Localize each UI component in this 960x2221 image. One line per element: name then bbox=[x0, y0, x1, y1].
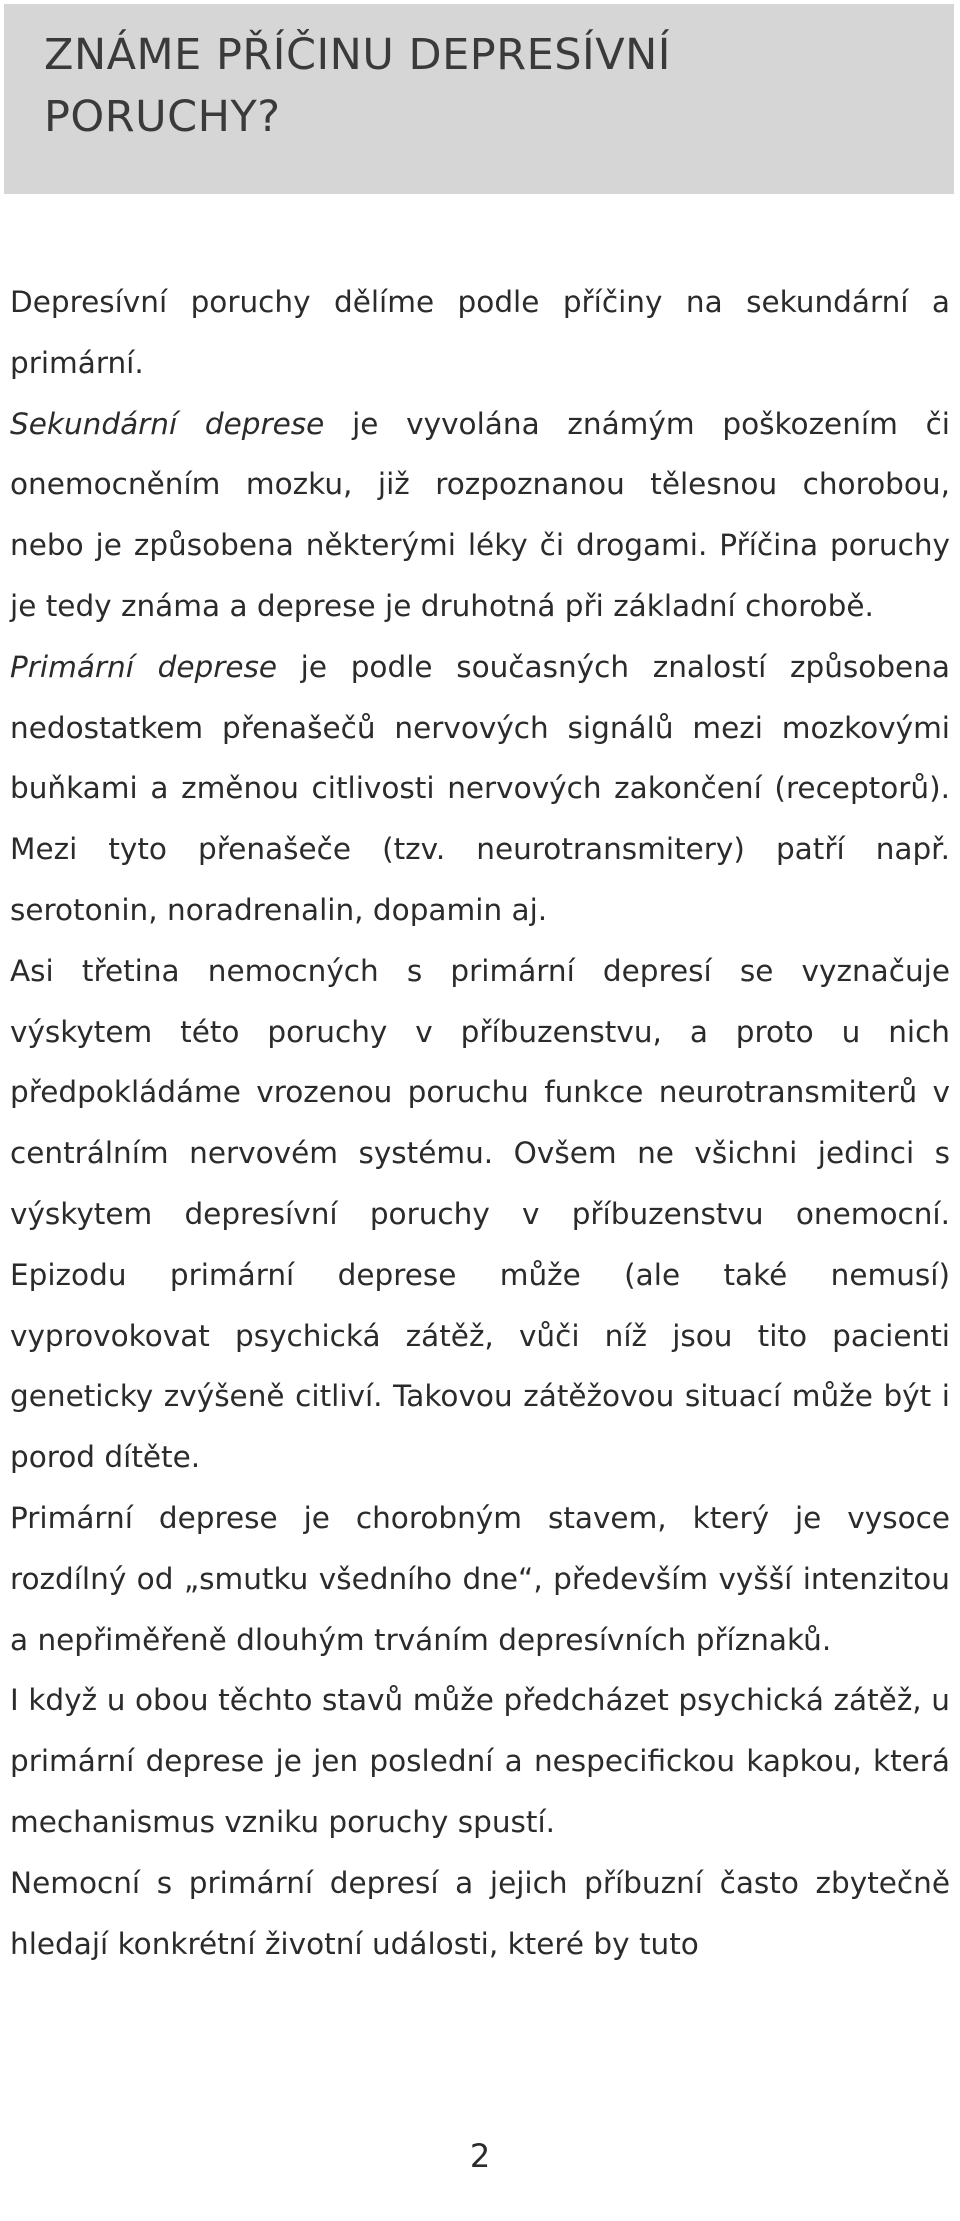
paragraph-7-text: Nemocní s primární depresí a jejich příbuzní často zbytečně hledají konkrétní životní události, které by tuto bbox=[10, 1865, 950, 1961]
paragraph-6 bbox=[10, 1670, 950, 1852]
body-text bbox=[10, 272, 950, 1974]
paragraph-6-text: I když u obou těchto stavů může předcházet psychická zátěž, u primární deprese je jen poslední a nespecifickou kapkou, která mechanismus vzniku poruchy spustí. bbox=[10, 1683, 950, 1839]
paragraph-5 bbox=[10, 1488, 950, 1670]
paragraph-5-text: Primární deprese je chorobným stavem, který je vysoce rozdílný od „smutku všedního dne“, především vyšší intenzitou a nepřiměřeně dlouhým trváním depresívních příznaků. bbox=[10, 1500, 950, 1657]
paragraph-3 bbox=[10, 637, 950, 941]
term-primary-depression: Primární deprese bbox=[10, 649, 278, 684]
paragraph-2 bbox=[10, 394, 950, 637]
page-number: 2 bbox=[469, 2137, 491, 2175]
paragraph-2-text: je vyvolána známým poškozením či onemocněním mozku, již rozpoznanou tělesnou chorobou, nebo je způsobena některými léky či drogami. Příčina poruchy je tedy známa a deprese je druhotná při základní chorobě. bbox=[10, 406, 950, 623]
paragraph-4-text: Asi třetina nemocných s primární depresí se vyznačuje výskytem této poruchy v příbuzenstvu, a proto u nich předpokládáme vrozenou poruchu funkce neurotransmiterů v centrálním nervovém systému. Ovšem ne všichni jedinci s výskytem depresívní poruchy v příbuzenstvu onemocní. Epizodu primární deprese může (ale také nemusí) vyprovokovat psychická zátěž, vůči níž jsou tito pacienti geneticky zvýšeně citliví. Takovou zátěžovou situací může být i porod dítěte. bbox=[10, 953, 950, 1475]
paragraph-1-text: Depresívní poruchy dělíme podle příčiny na sekundární a primární. bbox=[10, 285, 950, 380]
paragraph-7 bbox=[10, 1853, 950, 1975]
chapter-title-line-2: PORUCHY? bbox=[44, 92, 281, 142]
paragraph-3-text: je podle současných znalostí způsobena nedostatkem přenašečů nervových signálů mezi mozkovými buňkami a změnou citlivosti nervových zakončení (receptorů). Mezi tyto přenašeče (tzv. neurotransmitery) patří např. serotonin, noradrenalin, dopamin aj. bbox=[10, 649, 950, 927]
paragraph-1 bbox=[10, 272, 950, 394]
chapter-title-line-1: ZNÁME PŘÍČINU DEPRESÍVNÍ bbox=[44, 30, 671, 80]
chapter-title bbox=[44, 24, 914, 148]
paragraph-4 bbox=[10, 941, 950, 1488]
chapter-title-box bbox=[4, 4, 954, 194]
term-secondary-depression: Sekundární deprese bbox=[10, 406, 325, 441]
